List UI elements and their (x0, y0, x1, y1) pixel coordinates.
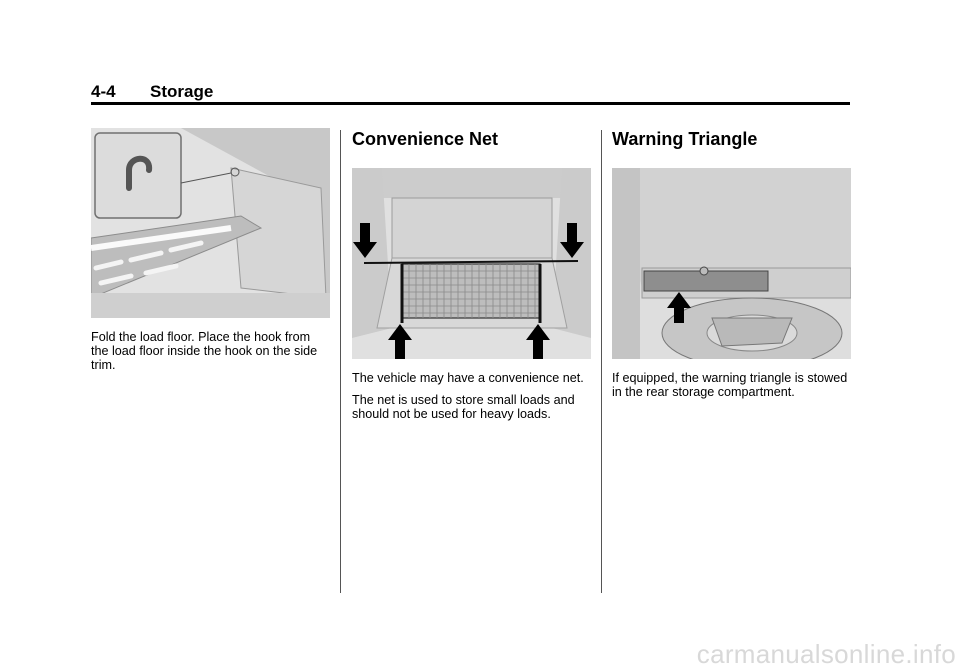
convenience-net-paragraph-2: The net is used to store small loads and should not be used for heavy loads. (352, 393, 575, 421)
header-rule (91, 102, 850, 105)
convenience-net-illustration (352, 168, 591, 359)
column-divider (601, 130, 602, 593)
warning-triangle-illustration (612, 168, 851, 359)
section-title: Storage (150, 82, 214, 101)
watermark: carmanualsonline.info (696, 639, 956, 669)
warning-triangle-paragraph: If equipped, the warning triangle is stowed in the rear storage compartment. (612, 371, 848, 399)
page-number: 4-4 (91, 82, 116, 101)
convenience-net-heading: Convenience Net (352, 129, 499, 149)
convenience-net-paragraph-1: The vehicle may have a convenience net. (352, 371, 584, 385)
column-left (91, 128, 331, 372)
load-floor-hook-illustration (91, 128, 330, 318)
column-divider (340, 130, 341, 593)
warning-triangle-heading: Warning Triangle (612, 129, 758, 149)
column-middle (352, 128, 592, 421)
column-right (612, 128, 852, 399)
load-floor-instructions: Fold the load floor. Place the hook from the load floor inside the hook on the side trim. (91, 330, 318, 372)
